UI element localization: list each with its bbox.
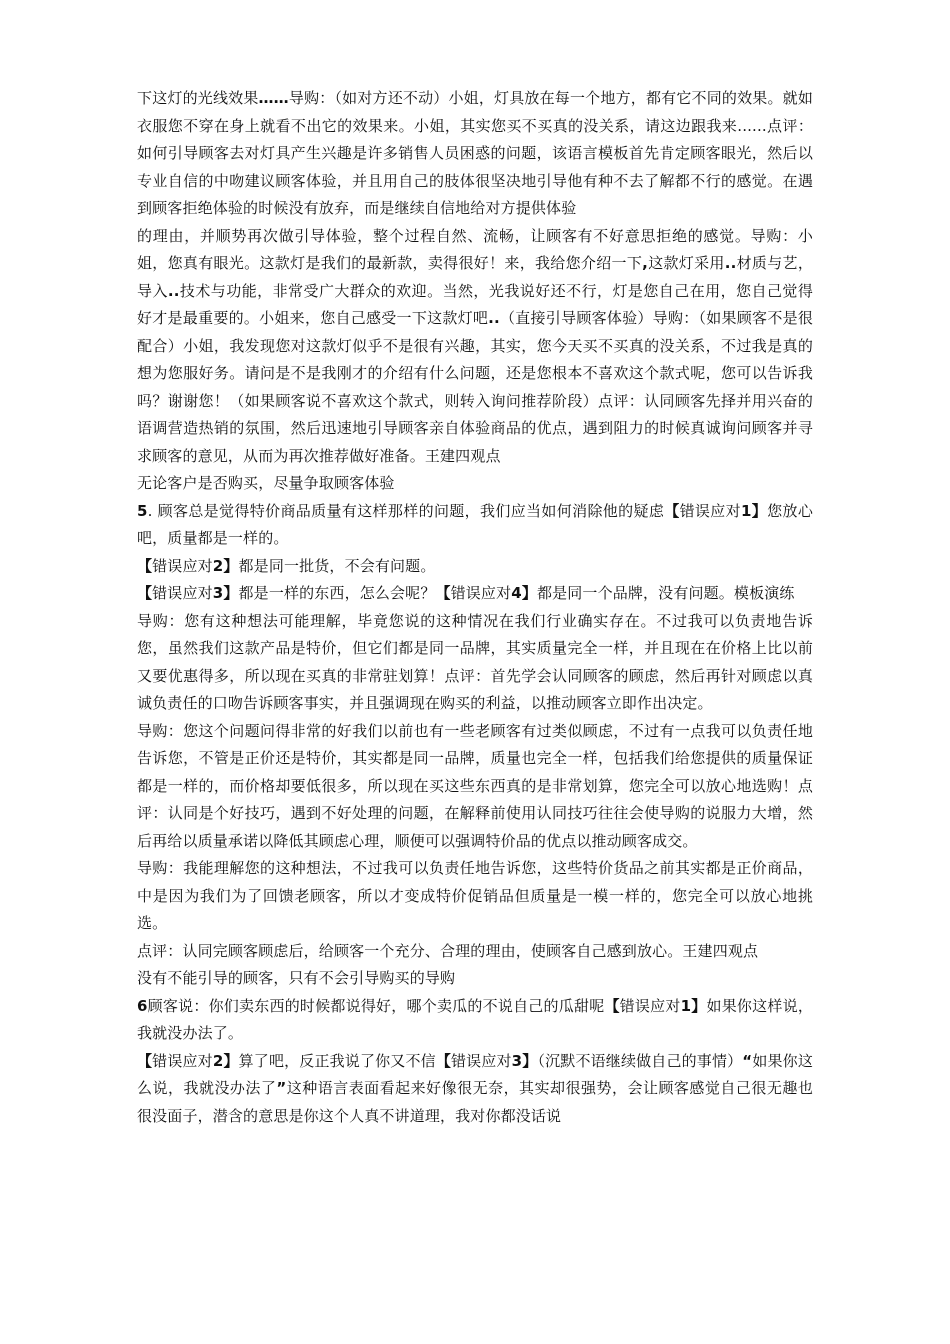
text-run: . 顾客总是觉得特价商品质量有这样那样的问题，我们应当如何消除他的疑虑	[147, 501, 665, 520]
text-run: 错误应对	[152, 584, 213, 602]
text-run: 错误应对	[450, 1051, 512, 1070]
text-run: 您放心吧，质量都是一样的。	[137, 501, 813, 547]
paragraph-9	[137, 855, 813, 938]
text-run-bold: 5	[137, 501, 148, 520]
text-run-bold: 3】	[212, 584, 239, 602]
text-run-bold: 【	[435, 584, 451, 602]
text-run: 都是同一批货，不会有问题。	[238, 556, 436, 575]
paragraph-10	[137, 938, 813, 966]
text-run: 算了吧，反正我说了你又不信	[238, 1051, 436, 1070]
text-run-bold: ,	[642, 254, 649, 272]
text-run: 错误应对	[619, 996, 681, 1015]
text-run: 错误应对	[679, 501, 741, 520]
text-run-bold: “	[742, 1051, 753, 1070]
text-run-bold: 【	[137, 1051, 153, 1070]
paragraph-6	[137, 580, 813, 608]
text-run-bold: 【	[137, 584, 153, 602]
text-run: 都是同一个品牌，没有问题。模板演练	[536, 584, 795, 602]
text-run-bold: 【	[664, 501, 680, 520]
paragraph-1	[137, 85, 813, 223]
text-run: 导购：（如对方还不动）小姐，灯具放在每一个地方，都有它不同的效果。就如衣服您不穿在身上就看不出它的效果来。小姐，其实您买不买真的没关系，请这边跟我来......点评：如何引导顾客去对灯具产生兴趣是许多销售人员困惑的问题，该语言模板首先肯定顾客眼光，然后以专业自信的中吻建议顾客体验，并且用自己的肢体很坚决地引导他有种不去了解都不行的感觉。在遇到顾客拒绝体验的时候没有放弃，而是继续自信地给对方提供体验	[137, 89, 813, 217]
text-run: 没有不能引导的顾客，只有不会引导购买的导购	[137, 969, 456, 987]
text-run: 下这灯的光线效果	[137, 89, 259, 107]
text-run-bold: 【	[435, 1051, 451, 1070]
text-run: 这种语言表面看起来好像很无奈，其实却很强势，会让顾客感觉自己很无趣也很没面子，潜含的意思是你这个人真不讲道理，我对你都没话说	[137, 1079, 813, 1125]
paragraph-7	[137, 608, 813, 718]
text-run-bold: 4】	[511, 584, 537, 602]
text-run: 如果你这样说，我就没办法了。	[137, 996, 813, 1042]
paragraph-8	[137, 718, 813, 856]
text-run-bold: 【	[137, 556, 153, 575]
paragraph-12	[137, 993, 813, 1048]
text-run-bold: ..	[167, 281, 180, 300]
text-run-bold: ..	[488, 309, 500, 327]
paragraph-5	[137, 553, 813, 581]
text-run-bold: 【	[604, 996, 620, 1015]
text-run: 错误应对	[152, 556, 213, 575]
paragraph-4	[137, 498, 813, 553]
text-run: 导购：您有这种想法可能理解，毕竟您说的这种情况在我们行业确实存在。不过我可以负责地告诉您，虽然我们这款产品是特价，但它们都是同一品牌，其实质量完全一样，并且现在在价格上比以前又要优惠得多，所以现在买真的非常驻划算！点评：首先学会认同顾客的顾虑，然后再针对顾虑以真诚负责任的口吻告诉顾客事实，并且强调现在购买的利益，以推动顾客立即作出决定。	[137, 611, 813, 712]
text-run-bold: ..	[724, 254, 737, 272]
text-run-bold: 2】	[212, 1051, 239, 1070]
text-run: 导购：我能理解您的这种想法，不过我可以负责任地告诉您，这些特价货品之前其实都是正价商品，中是因为我们为了回馈老顾客，所以才变成特价促销品但质量是一模一样的，您完全可以放心地挑选。	[137, 859, 813, 932]
text-run-bold: 6	[137, 996, 148, 1015]
text-run: 错误应对	[450, 584, 512, 602]
paragraph-3	[137, 470, 813, 498]
text-run: 的理由，并顺势再次做引导体验，整个过程自然、流畅，让顾客有不好意思拒绝的感觉。导购：小姐，您真有眼光。这款灯是我们的最新款，卖得很好！来，我给您介绍一下	[137, 226, 813, 272]
text-run: 如果你这么说，我就没办法了	[137, 1051, 813, 1097]
text-run: 错误应对	[152, 1051, 213, 1070]
paragraph-13	[137, 1048, 813, 1131]
document-page	[137, 85, 813, 1130]
text-run: 导购：您这个问题问得非常的好我们以前也有一些老顾客有过类似顾虑，不过有一点我可以负责任地告诉您，不管是正价还是特价，其实都是同一品牌，质量也完全一样，包括我们给您提供的质量保证都是一样的，而价格却要低很多，所以现在买这些东西真的是非常划算，您完全可以放心地选购！点评：认同是个好技巧，遇到不好处理的问题，在解释前使用认同技巧往往会使导购的说服力大增，然后再给以质量承诺以降低其顾虑心理，顺便可以强调特价品的优点以推动顾客成交。	[137, 721, 813, 850]
text-run: 技术与功能，非常受广大群众的欢迎。当然，光我说好还不行，灯是您自己在用，您自己觉得好才是最重要的。小姐来，您自己感受一下这款灯吧	[137, 281, 813, 327]
text-run-bold: 1】	[740, 501, 768, 520]
text-run: （直接引导顾客体验）导购：（如果顾客不是很配合）小姐，我发现您对这款灯似乎不是很有兴趣，其实，您今天买不买真的没关系，不过我是真的想为您服好务。请问是不是我刚才的介绍有什么问题，还是您根本不喜欢这个款式呢，您可以告诉我吗？谢谢您！（如果顾客说不喜欢这个款式，则转入询问推荐阶段）点评：认同顾客先择并用兴奋的语调营造热销的氛围，然后迅速地引导顾客亲自体验商品的优点，遇到阻力的时候真诚询问顾客并寻求顾客的意见，从而为再次推荐做好准备。王建四观点	[137, 309, 814, 465]
text-run: 点评：认同完顾客顾虑后，给顾客一个充分、合理的理由，使顾客自己感到放心。王建四观点	[137, 941, 759, 960]
text-run: 材质与艺，导入	[137, 254, 813, 300]
text-run: （沉默不语继续做自己的事情）	[537, 1051, 743, 1070]
text-run-bold: ”	[276, 1079, 287, 1097]
text-run-bold: 2】	[212, 556, 239, 575]
text-run-bold: 3】	[511, 1051, 538, 1070]
text-run: 都是一样的东西，怎么会呢？	[238, 584, 436, 602]
text-run-bold: 1】	[680, 996, 707, 1015]
text-run: 这款灯采用	[648, 254, 725, 272]
text-run: 无论客户是否购买，尽量争取顾客体验	[137, 474, 395, 492]
paragraph-11	[137, 965, 813, 993]
text-run: 顾客说：你们卖东西的时候都说得好，哪个卖瓜的不说自己的瓜甜呢	[147, 996, 605, 1015]
paragraph-2	[137, 223, 813, 471]
text-run-bold: ……	[258, 89, 289, 107]
